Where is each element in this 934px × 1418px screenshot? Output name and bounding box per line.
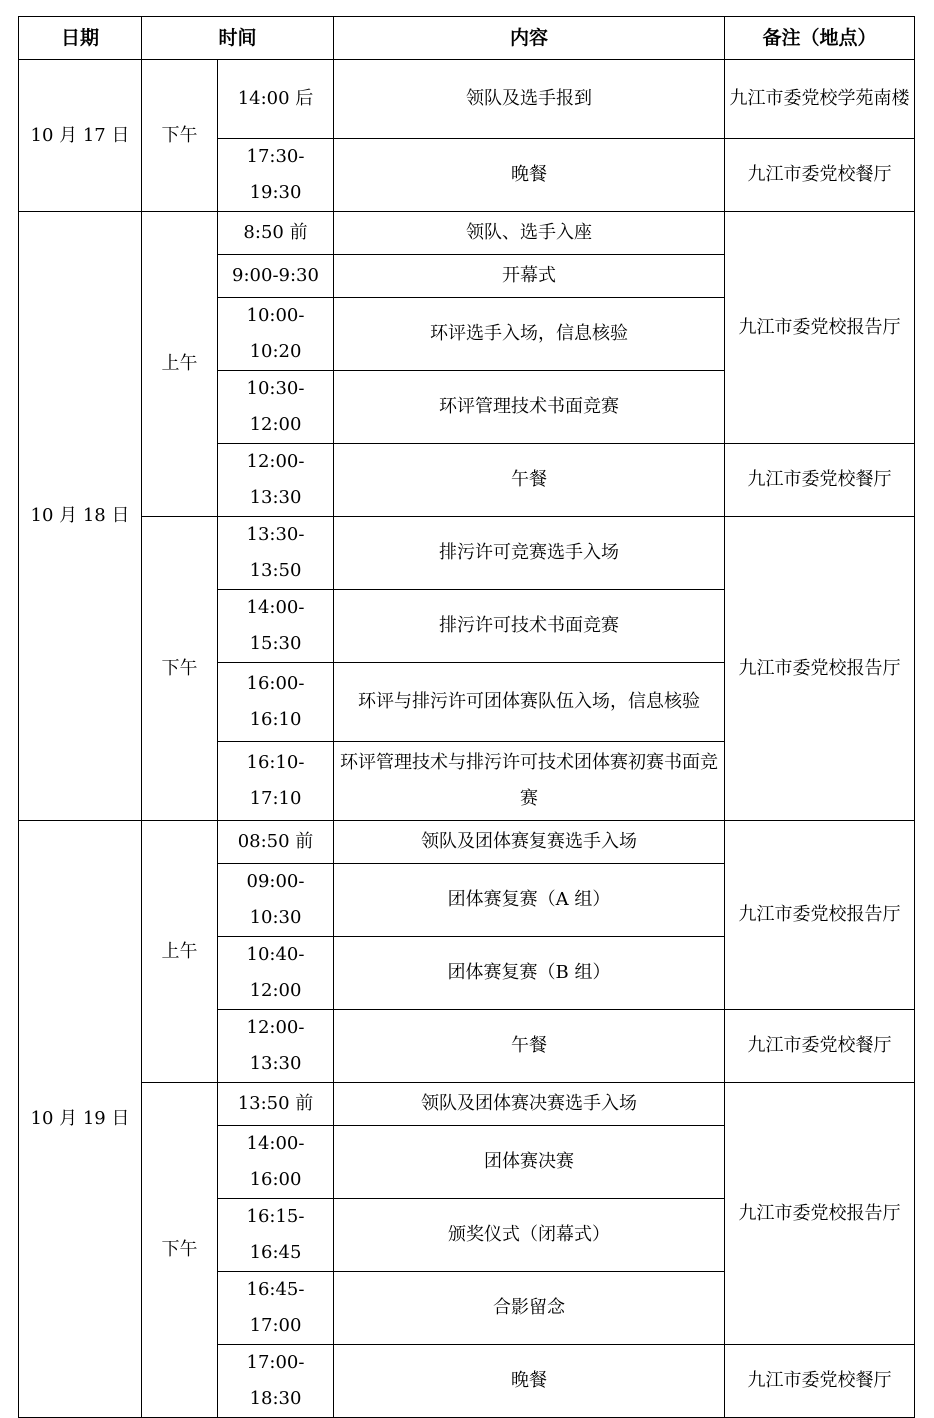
date-cell: 10 月 18 日: [19, 212, 142, 821]
note-cell: 九江市委党校学苑南楼: [725, 60, 915, 139]
time-cell: 14:00 后: [218, 60, 334, 139]
header-date: 日期: [19, 17, 142, 60]
content-cell: 团体赛复赛（A 组）: [334, 864, 725, 937]
note-cell: 九江市委党校报告厅: [725, 821, 915, 1010]
date-cell: 10 月 17 日: [19, 60, 142, 212]
content-cell: 领队及团体赛复赛选手入场: [334, 821, 725, 864]
table-row: [19, 821, 915, 864]
time-cell: 16:10-17:10: [218, 742, 334, 821]
note-cell: 九江市委党校报告厅: [725, 212, 915, 444]
period-cell: 下午: [142, 60, 218, 212]
time-cell: 14:00-15:30: [218, 590, 334, 663]
content-cell: 合影留念: [334, 1272, 725, 1345]
content-cell: 领队及选手报到: [334, 60, 725, 139]
period-cell: 下午: [142, 517, 218, 821]
content-cell: 晚餐: [334, 139, 725, 212]
content-cell: 团体赛复赛（B 组）: [334, 937, 725, 1010]
content-cell: 环评选手入场，信息核验: [334, 298, 725, 371]
content-cell: 团体赛决赛: [334, 1126, 725, 1199]
header-row: [19, 17, 915, 60]
note-cell: 九江市委党校餐厅: [725, 139, 915, 212]
content-cell: 午餐: [334, 1010, 725, 1083]
note-cell: 九江市委党校报告厅: [725, 517, 915, 821]
note-cell: 九江市委党校餐厅: [725, 1345, 915, 1418]
content-cell: 开幕式: [334, 255, 725, 298]
content-cell: 领队、选手入座: [334, 212, 725, 255]
schedule-table: [18, 16, 915, 1418]
time-cell: 8:50 前: [218, 212, 334, 255]
content-cell: 排污许可技术书面竞赛: [334, 590, 725, 663]
time-cell: 13:50 前: [218, 1083, 334, 1126]
time-cell: 12:00-13:30: [218, 444, 334, 517]
period-cell: 下午: [142, 1083, 218, 1418]
note-cell: 九江市委党校餐厅: [725, 1010, 915, 1083]
time-cell: 9:00-9:30: [218, 255, 334, 298]
table-row: [19, 1083, 915, 1126]
content-cell: 午餐: [334, 444, 725, 517]
table-row: [19, 60, 915, 139]
content-cell: 环评管理技术与排污许可技术团体赛初赛书面竞赛: [334, 742, 725, 821]
time-cell: 12:00-13:30: [218, 1010, 334, 1083]
time-cell: 17:30-19:30: [218, 139, 334, 212]
header-time: 时间: [142, 17, 334, 60]
note-cell: 九江市委党校报告厅: [725, 1083, 915, 1345]
time-cell: 14:00-16:00: [218, 1126, 334, 1199]
content-cell: 排污许可竞赛选手入场: [334, 517, 725, 590]
time-cell: 17:00-18:30: [218, 1345, 334, 1418]
time-cell: 16:00-16:10: [218, 663, 334, 742]
content-cell: 环评与排污许可团体赛队伍入场，信息核验: [334, 663, 725, 742]
table-row: [19, 517, 915, 590]
content-cell: 环评管理技术书面竞赛: [334, 371, 725, 444]
header-content: 内容: [334, 17, 725, 60]
content-cell: 领队及团体赛决赛选手入场: [334, 1083, 725, 1126]
time-cell: 16:45-17:00: [218, 1272, 334, 1345]
date-cell: 10 月 19 日: [19, 821, 142, 1418]
time-cell: 10:40-12:00: [218, 937, 334, 1010]
time-cell: 10:30-12:00: [218, 371, 334, 444]
content-cell: 颁奖仪式（闭幕式）: [334, 1199, 725, 1272]
time-cell: 09:00-10:30: [218, 864, 334, 937]
period-cell: 上午: [142, 212, 218, 517]
time-cell: 08:50 前: [218, 821, 334, 864]
note-cell: 九江市委党校餐厅: [725, 444, 915, 517]
content-cell: 晚餐: [334, 1345, 725, 1418]
table-row: [19, 212, 915, 255]
time-cell: 13:30-13:50: [218, 517, 334, 590]
period-cell: 上午: [142, 821, 218, 1083]
time-cell: 16:15-16:45: [218, 1199, 334, 1272]
time-cell: 10:00-10:20: [218, 298, 334, 371]
header-note: 备注（地点）: [725, 17, 915, 60]
